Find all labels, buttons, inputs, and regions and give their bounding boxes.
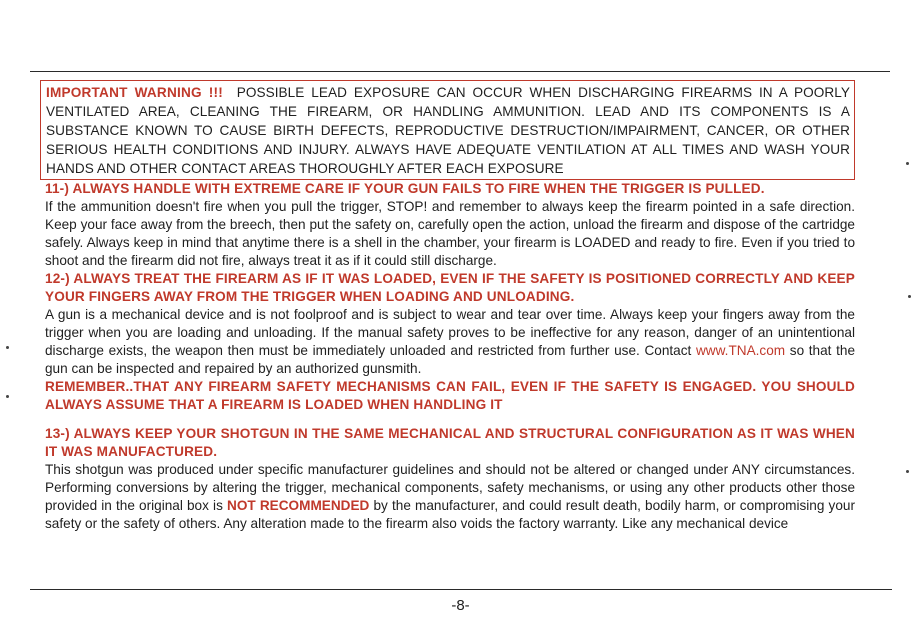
scan-speck-right-1	[906, 162, 909, 165]
section-13	[40, 425, 855, 533]
lead-exposure-warning-box	[40, 80, 855, 180]
section-12-heading: 12-) ALWAYS TREAT THE FIREARM AS IF IT WAS LOADED, EVEN IF THE SAFETY IS POSITIONED CORRECTLY AND KEEP YOUR FINGERS AWAY FROM THE TRIGGER WHEN LOADING AND UNLOADING.	[45, 271, 855, 304]
scan-speck-left-1	[6, 346, 9, 349]
tna-website-link[interactable]: www.TNA.com	[695, 343, 786, 358]
scan-speck-right-3	[906, 470, 909, 473]
section-13-body-part-1: This shotgun was produced under specific manufacturer guidelines and should not be altered or changed under ANY circumstances. Performing conversions by altering the trigger, mechanical components, safety mechanisms, or using any other products other those provided in the original box is	[45, 462, 855, 513]
page-number: -8-	[451, 597, 470, 614]
section-13-body-part-2: by the manufacturer, and could result death, bodily harm, or compromising your safety or the safety of others. Any alteration made to the firearm also voids the factory warranty. Like any mechanical device	[45, 498, 855, 531]
remember-notice: REMEMBER..THAT ANY FIREARM SAFETY MECHANISMS CAN FAIL, EVEN IF THE SAFETY IS ENGAGED. YOU SHOULD ALWAYS ASSUME THAT A FIREARM IS LOADED WHEN HANDLING IT	[45, 379, 855, 412]
bottom-rule	[30, 589, 892, 590]
warning-text: POSSIBLE LEAD EXPOSURE CAN OCCUR WHEN DISCHARGING FIREARMS IN A POORLY VENTILATED AREA, CLEANING THE FIREARM, OR HANDLING AMMUNITION. LEAD AND ITS COMPONENTS IS A SUBSTANCE KNOWN TO CAUSE BIRTH DEFECTS, REPRODUCTIVE DESTRUCTION/IMPAIRMENT, CANCER, OR OTHER SERIOUS HEALTH CONDITIONS AND INJURY. ALWAYS HAVE ADEQUATE VENTILATION AT ALL TIMES AND WASH YOUR HANDS AND OTHER CONTACT AREAS THOROUGHLY AFTER EACH EXPOSURE	[46, 85, 851, 176]
scan-speck-left-2	[6, 395, 9, 398]
section-12-body-part-1: A gun is a mechanical device and is not foolproof and is subject to wear and tear over time. Always keep your fingers away from the trigger when you are loading and unloading. If the manual safety proves to be ineffective for any reason, danger of an unintentional discharge exists, the weapon then must be immediately unloaded and restricted from further use. Contact	[45, 307, 855, 358]
section-13-heading: 13-) ALWAYS KEEP YOUR SHOTGUN IN THE SAME MECHANICAL AND STRUCTURAL CONFIGURATION AS IT WAS WHEN IT WAS MANUFACTURED.	[45, 426, 855, 459]
section-12-body-part-2: so that the gun can be inspected and repaired by an authorized gunsmith.	[45, 343, 856, 376]
section-11-heading: 11-) ALWAYS HANDLE WITH EXTREME CARE IF YOUR GUN FAILS TO FIRE WHEN THE TRIGGER IS PULLED.	[45, 181, 765, 196]
scan-speck-right-2	[908, 295, 911, 298]
section-11	[40, 180, 855, 270]
section-11-body: If the ammunition doesn't fire when you pull the trigger, STOP! and remember to always keep the firearm pointed in a safe direction. Keep your face away from the breech, then put the safety on, carefully open the action, unload the firearm and dispose of the cartridge safely. Always keep in mind that anytime there is a shell in the chamber, your firearm is LOADED and ready to fire. Even if you tried to shoot and the firearm did not fire, always treat it as if it could still discharge.	[45, 199, 855, 268]
page-content	[40, 80, 855, 533]
section-12	[40, 270, 855, 414]
not-recommended-emphasis: NOT RECOMMENDED	[227, 498, 370, 513]
warning-heading: IMPORTANT WARNING !!!	[46, 85, 223, 100]
top-rule	[30, 71, 890, 72]
